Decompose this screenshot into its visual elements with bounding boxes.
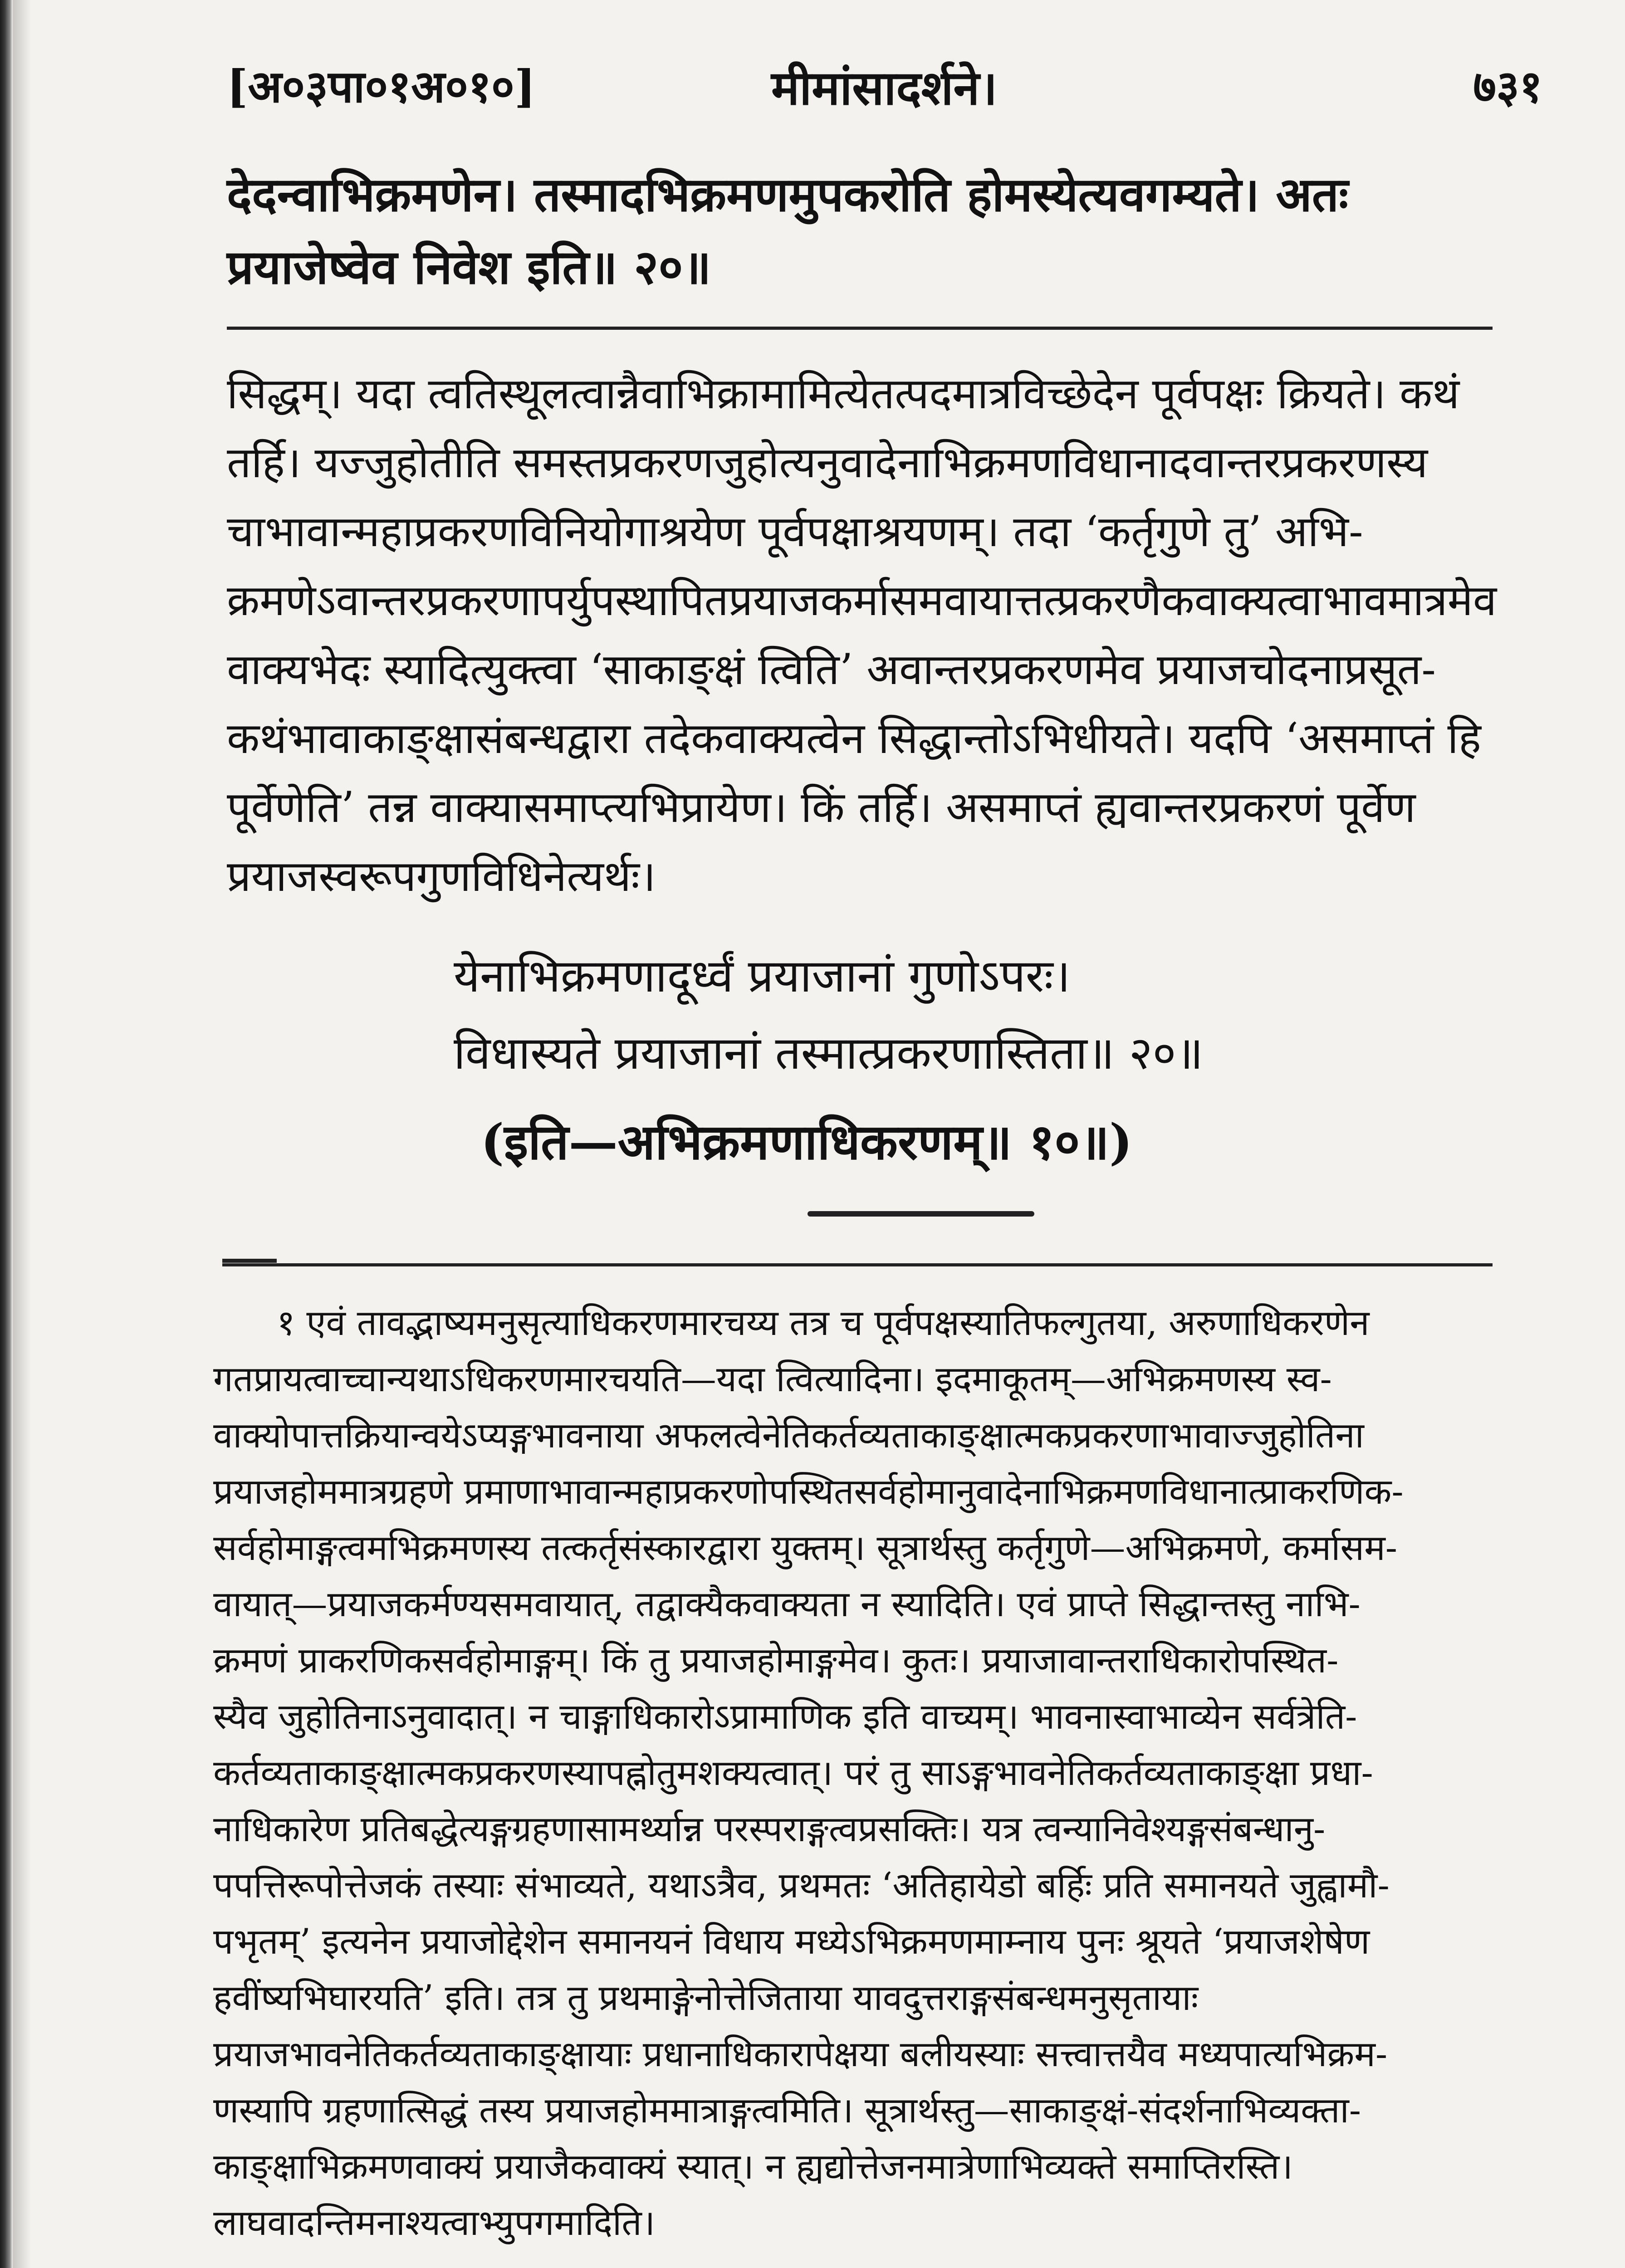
running-title: मीमांसादर्शने।	[771, 60, 998, 116]
chapter-reference: [अ०३पा०१अ०१०]	[227, 61, 536, 113]
text-line: देदन्वाभिक्रमणेन। तस्मादभिक्रमणमुपकरोति होमस्येत्यवगम्यते। अतः	[227, 166, 1349, 222]
footnote-block	[213, 1297, 1511, 2253]
footnote-line: णस्यापि ग्रहणात्सिद्धं तस्य प्रयाजहोममात्राङ्गत्वमिति। सूत्रार्थस्तु—साकाङ्क्षं-संदर्शनाभिव्यक्ता-	[213, 2090, 1361, 2131]
footnote-line: १ एवं तावद्भाष्यमनुसृत्याधिकरणमारचय्य तत्र च पूर्वपक्षस्यातिफल्गुतया, अरुणाधिकरणेन	[277, 1303, 1370, 1344]
page-number: ७३१	[1473, 61, 1542, 113]
footnote-line: सर्वहोमाङ्गत्वमभिक्रमणस्य तत्कर्तृसंस्कारद्वारा युक्तम्। सूत्रार्थस्तु कर्तृगुणे—अभिक्रमणे, कर्मासम-	[213, 1528, 1398, 1569]
text-line: सिद्धम्। यदा त्वतिस्थूलत्वान्नैवाभिक्रामामित्येतत्पदमात्रविच्छेदेन पूर्वपक्षः क्रियते। कथं	[227, 369, 1460, 419]
text-line: प्रयाजस्वरूपगुणविधिनेत्यर्थः।	[227, 852, 656, 901]
footnote-line: गतप्रायत्वाच्चान्यथाऽधिकरणमारचयति—यदा त्वित्यादिना। इदमाकूतम्—अभिक्रमणस्य स्व-	[213, 1359, 1332, 1400]
footnote-line: कर्तव्यताकाङ्क्षात्मकप्रकरणस्यापह्नोतुमशक्यत्वात्। परं तु साऽङ्गभावनेतिकर्तव्यताकाङ्क्षा प्रधा-	[213, 1753, 1373, 1794]
binding-shadow	[13, 0, 31, 2268]
footnote-line: पभृतम्’ इत्यनेन प्रयाजोद्देशेन समानयनं विधाय मध्येऽभिक्रमणमाम्नाय पुनः श्रूयते ‘प्रयाजशेषेण	[213, 1921, 1370, 1962]
verse-line: विधास्यते प्रयाजानां तस्मात्प्रकरणास्तिता॥ २०॥	[454, 1026, 1204, 1080]
commentary-block	[227, 363, 1497, 914]
text-line: चाभावान्महाप्रकरणविनियोगाश्रयेण पूर्वपक्षाश्रयणम्। तदा ‘कर्तृगुणे तु’ अभि-	[227, 507, 1363, 557]
footnote-line: पपत्तिरूपोत्तेजकं तस्याः संभाव्यते, यथाऽत्रैव, प्रथमतः ‘अतिहायेडो बर्हिः प्रति समानयते जुह्वामौ-	[213, 1865, 1390, 1906]
footnote-line: वाक्योपात्तक्रियान्वयेऽप्यङ्गभावनाया अफलत्वेनेतिकर्तव्यताकाङ्क्षात्मकप्रकरणाभावाज्जुहोतिना	[213, 1415, 1364, 1456]
text-line: वाक्यभेदः स्यादित्युक्त्वा ‘साकाङ्क्षं त्विति’ अवान्तरप्रकरणमेव प्रयाजचोदनाप्रसूत-	[227, 645, 1436, 694]
section-colophon: (इति—अभिक्रमणाधिकरणम्॥ १०॥)	[481, 1114, 1133, 1171]
verse-line: येनाभिक्रमणादूर्ध्वं प्रयाजानां गुणोऽपरः।	[454, 949, 1071, 1002]
text-line: क्रमणेऽवान्तरप्रकरणापर्युपस्थापितप्रयाजकर्मासमवायात्तत्प्रकरणैकवाक्यत्वाभावमात्रमेव	[227, 576, 1497, 626]
section-divider	[227, 327, 1493, 330]
scan-binding-edge	[0, 0, 13, 2268]
bhashya-continuation	[227, 161, 1488, 306]
footnote-line: काङ्क्षाभिक्रमणवाक्यं प्रयाजैकवाक्यं स्यात्। न ह्यद्योत्तेजनमात्रेणाभिव्यक्ते समाप्तिरस्ति।	[213, 2146, 1293, 2187]
text-line: प्रयाजेष्वेव निवेश इति॥ २०॥	[227, 239, 711, 295]
footnote-line: लाघवादन्तिमनाश्यत्वाभ्युपगमादिति।	[213, 2203, 656, 2244]
footnote-line: प्रयाजभावनेतिकर्तव्यताकाङ्क्षायाः प्रधानाधिकारापेक्षया बलीयस्याः सत्त्वात्तयैव मध्यपात्यभिक्रम-	[213, 2034, 1388, 2075]
text-line: तर्हि। यज्जुहोतीति समस्तप्रकरणजुहोत्यनुवादेनाभिक्रमणविधानादवान्तरप्रकरणस्य	[227, 438, 1428, 488]
footnote-line: क्रमणं प्राकरणिकसर्वहोमाङ्गम्। किं तु प्रयाजहोमाङ्गमेव। कुतः। प्रयाजावान्तराधिकारोपस्थित-	[213, 1640, 1339, 1681]
footnote-line: हवींष्यभिघारयति’ इति। तत्र तु प्रथमाङ्गेनोत्तेजिताया यावदुत्तराङ्गसंबन्धमनुसृतायाः	[213, 1978, 1199, 2019]
footnote-line: वायात्—प्रयाजकर्मण्यसमवायात्, तद्वाक्यैकवाक्यता न स्यादिति। एवं प्राप्ते सिद्धान्तस्तु नाभि-	[213, 1584, 1361, 1625]
verse-block	[454, 943, 1452, 1098]
footnote-line: प्रयाजहोममात्रग्रहणे प्रमाणाभावान्महाप्रकरणोपस्थितसर्वहोमानुवादेनाभिक्रमणविधानात्प्राकरणिक-	[213, 1471, 1404, 1512]
footnote-divider	[222, 1263, 1493, 1266]
ornamental-rule	[808, 1211, 1034, 1217]
page-header	[227, 54, 1542, 118]
text-line: पूर्वेणेति’ तन्न वाक्यासमाप्त्यभिप्रायेण। किं तर्हि। असमाप्तं ह्यवान्तरप्रकरणं पूर्वेण	[227, 783, 1416, 832]
footnote-line: नाधिकारेण प्रतिबद्धेत्यङ्गग्रहणासामर्थ्यान्न परस्पराङ्गत्वप्रसक्तिः। यत्र त्वन्यानिवेश्यङ्गसंबन्धानु-	[213, 1809, 1326, 1850]
text-line: कथंभावाकाङ्क्षासंबन्धद्वारा तदेकवाक्यत्वेन सिद्धान्तोऽभिधीयते। यदपि ‘असमाप्तं हि	[227, 714, 1481, 763]
footnote-line: स्यैव जुहोतिनाऽनुवादात्। न चाङ्गाधिकारोऽप्रामाणिक इति वाच्यम्। भावनास्वाभाव्येन सर्वत्रेति-	[213, 1696, 1357, 1737]
footnote-rule-accent	[222, 1259, 277, 1263]
